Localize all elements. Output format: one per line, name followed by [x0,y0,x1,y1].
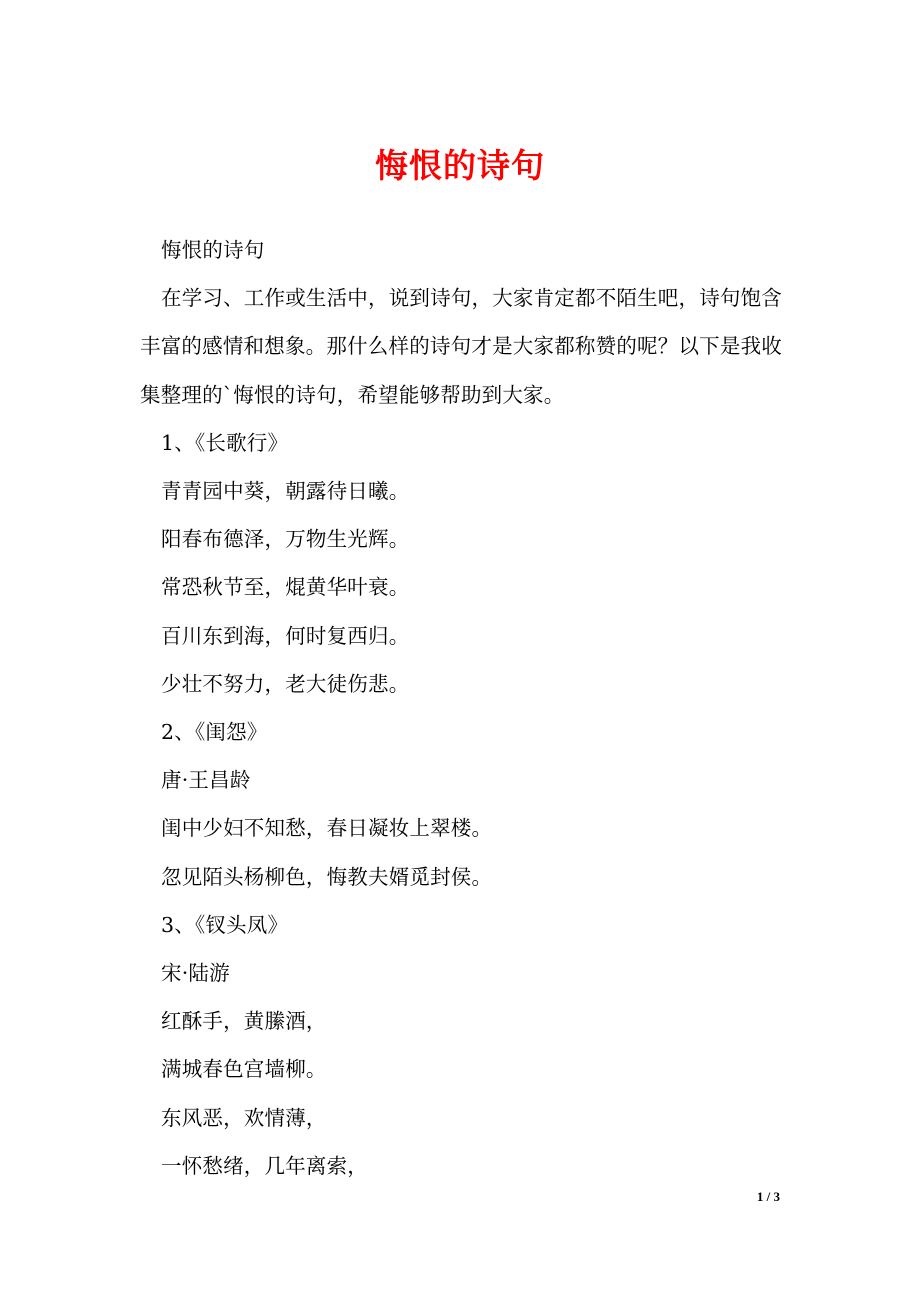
poem-line: 少壮不努力，老大徒伤悲。 [161,671,410,696]
document-title: 悔恨的诗句 [375,146,545,185]
poem-heading-1: 1、《长歌行》 [161,430,289,455]
page-number: 1 / 3 [756,1189,780,1204]
document-body [140,226,782,1190]
poem-line: 东风恶，欢情薄， [161,1105,327,1130]
poem-line: 常恐秋节至，焜黄华叶衰。 [161,575,410,600]
poem-line: 红酥手，黄縢酒， [161,1009,327,1034]
paragraph-intro: 在学习、工作或生活中，说到诗句，大家肯定都不陌生吧，诗句饱含丰富的感情和想象。那什么样的诗句才是大家都称赞的呢？以下是我收集整理的`悔恨的诗句，希望能够帮助到大家。 [140,286,782,407]
poem-line: 百川东到海，何时复西归。 [161,623,410,648]
poem-line: 青青园中葵，朝露待日曦。 [161,479,410,504]
poem-line: 一怀愁绪，几年离索， [161,1153,368,1178]
poem-line: 阳春布德泽，万物生光辉。 [161,527,410,552]
poem-line: 满城春色宫墙柳。 [161,1057,327,1082]
poem-heading-2: 2、《闺怨》 [161,720,268,745]
poem-author: 唐·王昌龄 [161,768,251,793]
poem-heading-3: 3、《钗头凤》 [161,912,289,937]
poem-author: 宋·陆游 [161,961,230,986]
poem-line: 忽见陌头杨柳色，悔教夫婿觅封侯。 [161,864,493,889]
paragraph-subtitle: 悔恨的诗句 [161,238,265,262]
poem-line: 闺中少妇不知愁，春日凝妆上翠楼。 [161,816,493,841]
